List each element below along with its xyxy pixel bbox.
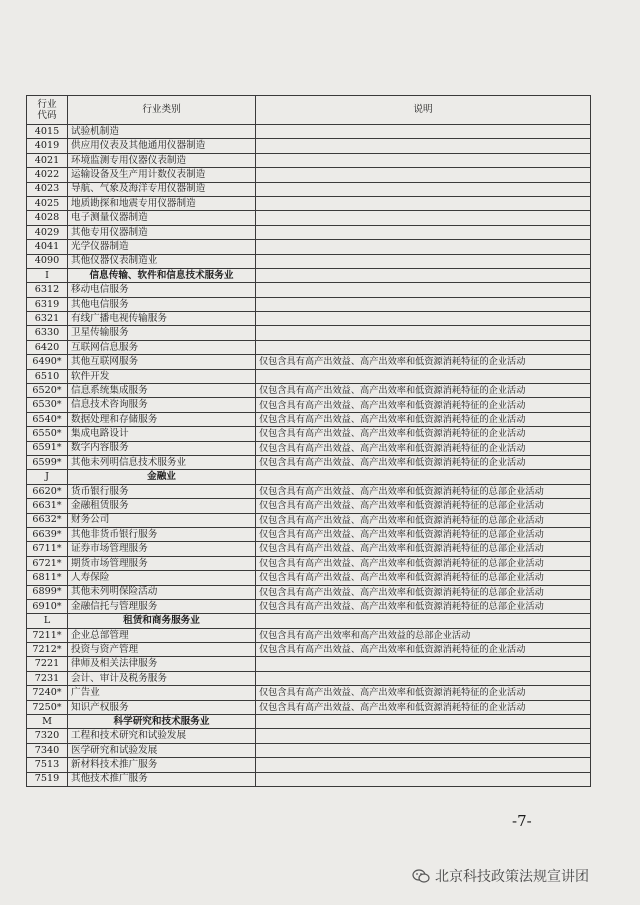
- page-number: -7-: [512, 812, 532, 830]
- row-category: 信息技术咨询服务: [68, 398, 256, 412]
- row-code: 7340: [27, 743, 68, 757]
- row-note: [256, 168, 591, 182]
- table-row: [27, 196, 591, 210]
- row-code: 6910*: [27, 599, 68, 613]
- row-note: [256, 196, 591, 210]
- table-row: [27, 312, 591, 326]
- row-code: 7212*: [27, 643, 68, 657]
- row-note: [256, 139, 591, 153]
- row-note: [256, 743, 591, 757]
- row-category: 数据处理和存储服务: [68, 412, 256, 426]
- row-code: 7211*: [27, 628, 68, 642]
- table-row: [27, 369, 591, 383]
- table-row: [27, 182, 591, 196]
- row-category: 科学研究和技术服务业: [68, 715, 256, 729]
- row-code: 7240*: [27, 686, 68, 700]
- row-code: 4015: [27, 125, 68, 139]
- row-category: 新材料技术推广服务: [68, 758, 256, 772]
- table-row: [27, 168, 591, 182]
- row-code: 6811*: [27, 571, 68, 585]
- table-row: [27, 384, 591, 398]
- row-note: 仅包含具有高产出效益、高产出效率和低资源消耗特征的企业活动: [256, 455, 591, 469]
- row-category: 会计、审计及税务服务: [68, 671, 256, 685]
- row-category: 企业总部管理: [68, 628, 256, 642]
- section-row: [27, 268, 591, 282]
- section-row: [27, 715, 591, 729]
- row-note: [256, 671, 591, 685]
- row-category: 信息系统集成服务: [68, 384, 256, 398]
- row-code: 6550*: [27, 427, 68, 441]
- row-note: [256, 614, 591, 628]
- row-note: 仅包含具有高产出效益、高产出效率和低资源消耗特征的企业活动: [256, 384, 591, 398]
- row-note: 仅包含具有高产出效益、高产出效率和低资源消耗特征的企业活动: [256, 700, 591, 714]
- row-category: 广告业: [68, 686, 256, 700]
- row-note: 仅包含具有高产出效益、高产出效率和低资源消耗特征的总部企业活动: [256, 571, 591, 585]
- row-code: 4023: [27, 182, 68, 196]
- row-code: 6420: [27, 340, 68, 354]
- row-category: 其他互联网服务: [68, 355, 256, 369]
- row-code: 6510: [27, 369, 68, 383]
- row-category: 光学仪器制造: [68, 240, 256, 254]
- row-note: [256, 240, 591, 254]
- row-category: 环境监测专用仪器仪表制造: [68, 153, 256, 167]
- row-note: 仅包含具有高产出效益、高产出效率和低资源消耗特征的企业活动: [256, 427, 591, 441]
- table-row: [27, 297, 591, 311]
- row-note: [256, 657, 591, 671]
- table-row: [27, 513, 591, 527]
- table-row: [27, 283, 591, 297]
- row-code: 4021: [27, 153, 68, 167]
- row-category: 供应用仪表及其他通用仪器制造: [68, 139, 256, 153]
- table-row: [27, 527, 591, 541]
- row-code: 6540*: [27, 412, 68, 426]
- row-category: 其他仪器仪表制造业: [68, 254, 256, 268]
- table-row: [27, 499, 591, 513]
- row-code: 4090: [27, 254, 68, 268]
- table-row: [27, 254, 591, 268]
- table-row: [27, 225, 591, 239]
- row-category: 其他未列明保险活动: [68, 585, 256, 599]
- row-note: 仅包含具有高产出效益、高产出效率和低资源消耗特征的总部企业活动: [256, 556, 591, 570]
- row-code: 6490*: [27, 355, 68, 369]
- row-code: 6711*: [27, 542, 68, 556]
- row-category: 金融业: [68, 470, 256, 484]
- row-category: 信息传输、软件和信息技术服务业: [68, 268, 256, 282]
- row-category: 其他未列明信息技术服务业: [68, 455, 256, 469]
- row-category: 人寿保险: [68, 571, 256, 585]
- row-code: 6631*: [27, 499, 68, 513]
- row-note: [256, 268, 591, 282]
- table-header-row: [27, 96, 591, 125]
- table-row: [27, 729, 591, 743]
- table-row: [27, 139, 591, 153]
- row-note: 仅包含具有高产出效益、高产出效率和低资源消耗特征的总部企业活动: [256, 527, 591, 541]
- row-category: 卫星传输服务: [68, 326, 256, 340]
- table-row: [27, 542, 591, 556]
- row-code: 6520*: [27, 384, 68, 398]
- row-category: 集成电路设计: [68, 427, 256, 441]
- row-category: 地质勘探和地震专用仪器制造: [68, 196, 256, 210]
- row-code: 6639*: [27, 527, 68, 541]
- header-note: 说明: [256, 96, 591, 125]
- table-row: [27, 758, 591, 772]
- row-code: M: [27, 715, 68, 729]
- row-code: 4029: [27, 225, 68, 239]
- row-category: 工程和技术研究和试验发展: [68, 729, 256, 743]
- industry-table: [26, 95, 591, 787]
- row-category: 知识产权服务: [68, 700, 256, 714]
- row-note: 仅包含具有高产出效益、高产出效率和低资源消耗特征的企业活动: [256, 686, 591, 700]
- row-code: 7320: [27, 729, 68, 743]
- watermark: [412, 866, 589, 886]
- table-body: [27, 125, 591, 787]
- row-category: 互联网信息服务: [68, 340, 256, 354]
- row-category: 财务公司: [68, 513, 256, 527]
- table-row: [27, 571, 591, 585]
- row-category: 试验机制造: [68, 125, 256, 139]
- row-code: 6319: [27, 297, 68, 311]
- row-note: [256, 729, 591, 743]
- row-category: 运输设备及生产用计数仪表制造: [68, 168, 256, 182]
- row-code: 6321: [27, 312, 68, 326]
- row-category: 医学研究和试验发展: [68, 743, 256, 757]
- row-note: [256, 125, 591, 139]
- section-row: [27, 470, 591, 484]
- row-code: 6620*: [27, 484, 68, 498]
- row-category: 电子测量仪器制造: [68, 211, 256, 225]
- row-category: 律师及相关法律服务: [68, 657, 256, 671]
- table-row: [27, 427, 591, 441]
- row-category: 租赁和商务服务业: [68, 614, 256, 628]
- row-note: [256, 182, 591, 196]
- row-category: 数字内容服务: [68, 441, 256, 455]
- row-code: 4022: [27, 168, 68, 182]
- row-category: 有线广播电视传输服务: [68, 312, 256, 326]
- table-row: [27, 585, 591, 599]
- table-row: [27, 441, 591, 455]
- row-note: [256, 340, 591, 354]
- row-code: 6632*: [27, 513, 68, 527]
- row-note: 仅包含具有高产出效益、高产出效率和低资源消耗特征的总部企业活动: [256, 499, 591, 513]
- row-note: [256, 470, 591, 484]
- row-note: 仅包含具有高产出效率和高产出效益的总部企业活动: [256, 628, 591, 642]
- table-row: [27, 599, 591, 613]
- row-note: [256, 283, 591, 297]
- row-code: 7221: [27, 657, 68, 671]
- row-code: 7519: [27, 772, 68, 786]
- row-note: [256, 326, 591, 340]
- row-code: 4019: [27, 139, 68, 153]
- row-note: 仅包含具有高产出效益、高产出效率和低资源消耗特征的企业活动: [256, 412, 591, 426]
- row-note: [256, 297, 591, 311]
- row-note: [256, 211, 591, 225]
- row-category: 投资与资产管理: [68, 643, 256, 657]
- row-code: 6312: [27, 283, 68, 297]
- row-category: 导航、气象及海洋专用仪器制造: [68, 182, 256, 196]
- row-code: 7231: [27, 671, 68, 685]
- table-row: [27, 643, 591, 657]
- row-code: 4041: [27, 240, 68, 254]
- table-row: [27, 484, 591, 498]
- row-code: 7513: [27, 758, 68, 772]
- row-code: 6721*: [27, 556, 68, 570]
- table-row: [27, 153, 591, 167]
- table-row: [27, 340, 591, 354]
- row-category: 期货市场管理服务: [68, 556, 256, 570]
- row-code: 6530*: [27, 398, 68, 412]
- table-row: [27, 398, 591, 412]
- row-category: 货币银行服务: [68, 484, 256, 498]
- table-row: [27, 556, 591, 570]
- row-category: 证券市场管理服务: [68, 542, 256, 556]
- table-row: [27, 240, 591, 254]
- table-row: [27, 412, 591, 426]
- table-row: [27, 455, 591, 469]
- row-note: 仅包含具有高产出效益、高产出效率和低资源消耗特征的企业活动: [256, 643, 591, 657]
- row-code: 4025: [27, 196, 68, 210]
- row-category: 金融信托与管理服务: [68, 599, 256, 613]
- row-code: 6599*: [27, 455, 68, 469]
- row-note: [256, 153, 591, 167]
- row-code: 4028: [27, 211, 68, 225]
- row-note: 仅包含具有高产出效益、高产出效率和低资源消耗特征的总部企业活动: [256, 599, 591, 613]
- row-note: [256, 254, 591, 268]
- watermark-text: 北京科技政策法规宣讲团: [435, 869, 589, 885]
- table-row: [27, 700, 591, 714]
- row-code: 6899*: [27, 585, 68, 599]
- row-code: L: [27, 614, 68, 628]
- row-code: 6591*: [27, 441, 68, 455]
- header-category: 行业类别: [68, 96, 256, 125]
- row-note: 仅包含具有高产出效益、高产出效率和低资源消耗特征的总部企业活动: [256, 484, 591, 498]
- row-code: 6330: [27, 326, 68, 340]
- row-category: 移动电信服务: [68, 283, 256, 297]
- table-row: [27, 772, 591, 786]
- row-note: [256, 225, 591, 239]
- row-code: J: [27, 470, 68, 484]
- table-row: [27, 125, 591, 139]
- table-row: [27, 686, 591, 700]
- row-code: 7250*: [27, 700, 68, 714]
- header-code: 行业 代码: [27, 96, 68, 125]
- row-note: [256, 369, 591, 383]
- row-note: 仅包含具有高产出效益、高产出效率和低资源消耗特征的企业活动: [256, 441, 591, 455]
- table-row: [27, 743, 591, 757]
- row-note: [256, 758, 591, 772]
- table-row: [27, 355, 591, 369]
- section-row: [27, 614, 591, 628]
- row-category: 其他专用仪器制造: [68, 225, 256, 239]
- row-note: 仅包含具有高产出效益、高产出效率和低资源消耗特征的企业活动: [256, 398, 591, 412]
- row-note: [256, 312, 591, 326]
- row-category: 其他电信服务: [68, 297, 256, 311]
- row-note: [256, 715, 591, 729]
- row-category: 其他技术推广服务: [68, 772, 256, 786]
- row-note: 仅包含具有高产出效益、高产出效率和低资源消耗特征的总部企业活动: [256, 513, 591, 527]
- row-category: 软件开发: [68, 369, 256, 383]
- row-code: I: [27, 268, 68, 282]
- row-category: 其他非货币银行服务: [68, 527, 256, 541]
- table-row: [27, 211, 591, 225]
- row-category: 金融租赁服务: [68, 499, 256, 513]
- row-note: [256, 772, 591, 786]
- table-row: [27, 628, 591, 642]
- wechat-icon: [412, 869, 430, 883]
- row-note: 仅包含具有高产出效益、高产出效率和低资源消耗特征的总部企业活动: [256, 585, 591, 599]
- table-row: [27, 326, 591, 340]
- table-row: [27, 657, 591, 671]
- table-row: [27, 671, 591, 685]
- row-note: 仅包含具有高产出效益、高产出效率和低资源消耗特征的企业活动: [256, 355, 591, 369]
- row-note: 仅包含具有高产出效益、高产出效率和低资源消耗特征的总部企业活动: [256, 542, 591, 556]
